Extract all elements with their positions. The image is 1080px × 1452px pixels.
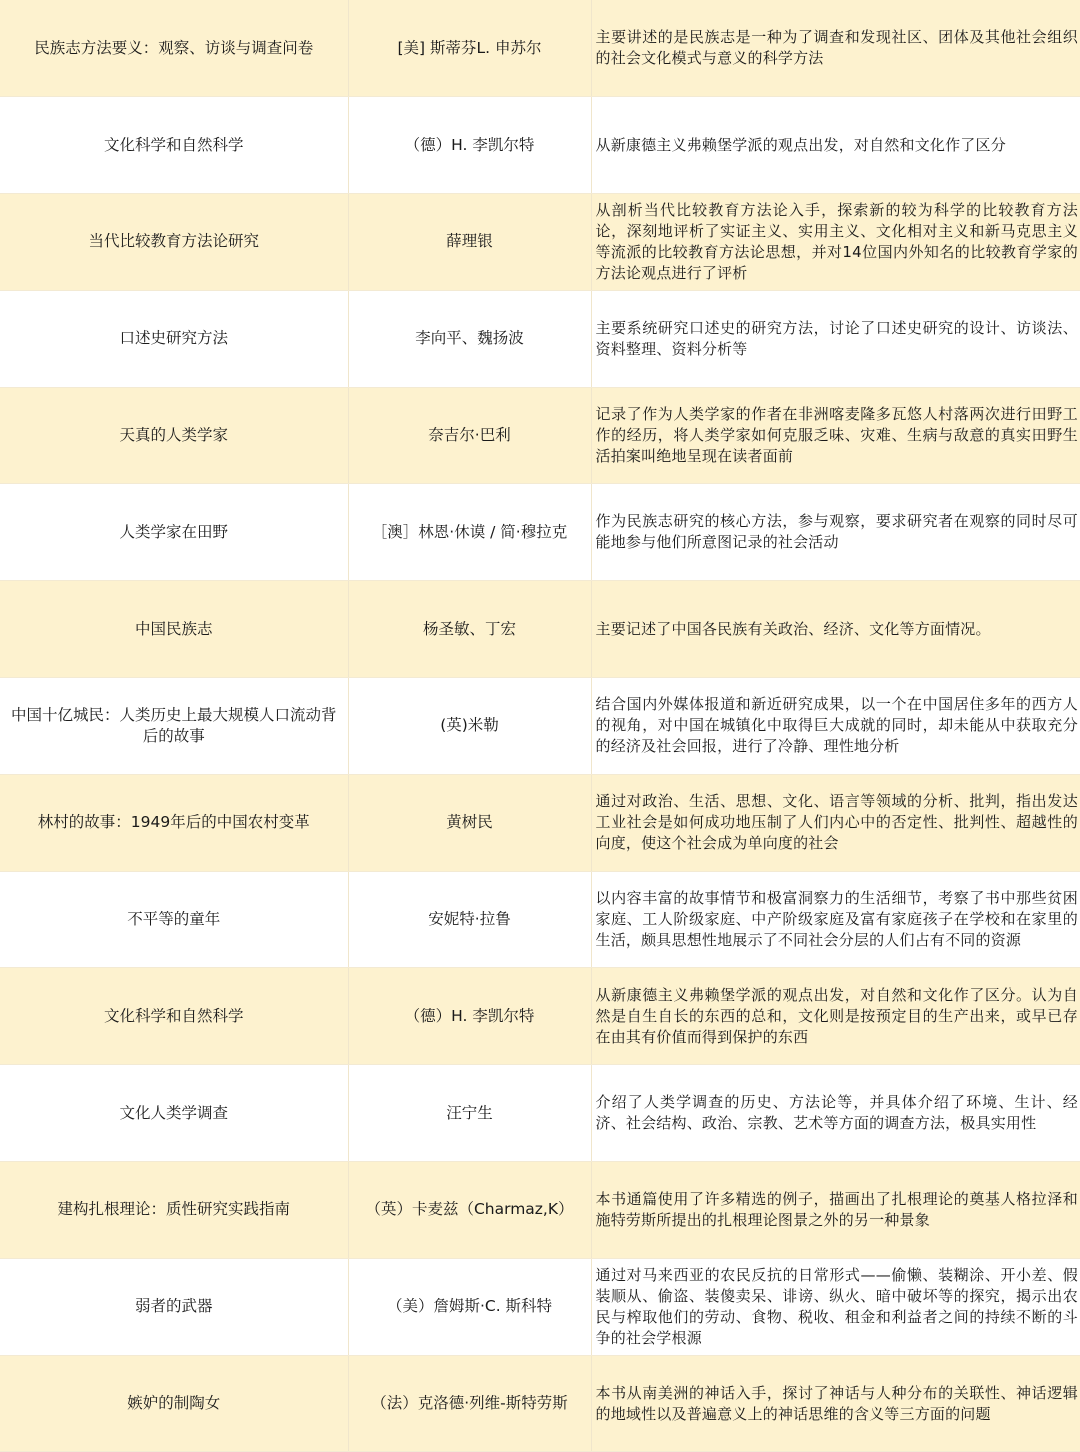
book-author: （法）克洛德·列维-斯特劳斯: [348, 1355, 591, 1452]
book-description: 主要记述了中国各民族有关政治、经济、文化等方面情况。: [591, 581, 1080, 678]
book-author: （英）卡麦兹（Charmaz,K）: [348, 1162, 591, 1259]
table-row: [0, 194, 1080, 291]
book-author: (英)米勒: [348, 678, 591, 775]
book-description: 本书从南美洲的神话入手，探讨了神话与人种分布的关联性、神话逻辑的地域性以及普遍意义上的神话思维的含义等三方面的问题: [591, 1355, 1080, 1452]
table-row: [0, 1162, 1080, 1259]
book-author: 黄树民: [348, 774, 591, 871]
book-description: 通过对马来西亚的农民反抗的日常形式——偷懒、装糊涂、开小差、假装顺从、偷盗、装傻卖呆、诽谤、纵火、暗中破坏等的探究，揭示出农民与榨取他们的劳动、食物、税收、租金和利益者之间的持续不断的斗争的社会学根源: [591, 1258, 1080, 1355]
table-row: [0, 484, 1080, 581]
book-description: 以内容丰富的故事情节和极富洞察力的生活细节，考察了书中那些贫困家庭、工人阶级家庭、中产阶级家庭及富有家庭孩子在学校和在家里的生活，颇具思想性地展示了不同社会分层的人们占有不同的资源: [591, 871, 1080, 968]
book-author: 薛理银: [348, 194, 591, 291]
book-description: 介绍了人类学调查的历史、方法论等，并具体介绍了环境、生计、经济、社会结构、政治、宗教、艺术等方面的调查方法，极具实用性: [591, 1065, 1080, 1162]
book-description: 结合国内外媒体报道和新近研究成果，以一个在中国居住多年的西方人的视角，对中国在城镇化中取得巨大成就的同时，却未能从中获取充分的经济及社会回报，进行了冷静、理性地分析: [591, 678, 1080, 775]
book-author: [美] 斯蒂芬L. 申苏尔: [348, 0, 591, 97]
book-title: 文化科学和自然科学: [0, 968, 348, 1065]
table-row: [0, 968, 1080, 1065]
book-author: ［澳］林恩·休谟 / 简·穆拉克: [348, 484, 591, 581]
table-row: [0, 97, 1080, 194]
book-description: 作为民族志研究的核心方法，参与观察，要求研究者在观察的同时尽可能地参与他们所意图记录的社会活动: [591, 484, 1080, 581]
book-title: 当代比较教育方法论研究: [0, 194, 348, 291]
table-row: [0, 0, 1080, 97]
book-title: 林村的故事：1949年后的中国农村变革: [0, 774, 348, 871]
table-row: [0, 290, 1080, 387]
book-description: 从新康德主义弗赖堡学派的观点出发，对自然和文化作了区分: [591, 97, 1080, 194]
book-author: 杨圣敏、丁宏: [348, 581, 591, 678]
book-title: 文化科学和自然科学: [0, 97, 348, 194]
table-row: [0, 871, 1080, 968]
book-author: 李向平、魏扬波: [348, 290, 591, 387]
book-title: 中国民族志: [0, 581, 348, 678]
book-title: 天真的人类学家: [0, 387, 348, 484]
book-title: 不平等的童年: [0, 871, 348, 968]
table-row: [0, 581, 1080, 678]
book-title: 嫉妒的制陶女: [0, 1355, 348, 1452]
book-author: （美）詹姆斯·C. 斯科特: [348, 1258, 591, 1355]
table-row: [0, 1065, 1080, 1162]
book-title: 文化人类学调查: [0, 1065, 348, 1162]
book-title: 建构扎根理论：质性研究实践指南: [0, 1162, 348, 1259]
book-title: 口述史研究方法: [0, 290, 348, 387]
book-author: 汪宁生: [348, 1065, 591, 1162]
book-author: 奈吉尔·巴利: [348, 387, 591, 484]
book-description: 从新康德主义弗赖堡学派的观点出发，对自然和文化作了区分。认为自然是自生自长的东西的总和，文化则是按预定目的生产出来，或早已存在由其有价值而得到保护的东西: [591, 968, 1080, 1065]
book-description: 从剖析当代比较教育方法论入手，探索新的较为科学的比较教育方法论，深刻地评析了实证主义、实用主义、文化相对主义和新马克思主义等流派的比较教育方法论思想，并对14位国内外知名的比较教育学家的方法论观点进行了评析: [591, 194, 1080, 291]
book-title: 弱者的武器: [0, 1258, 348, 1355]
table-row: [0, 1355, 1080, 1452]
table-row: [0, 678, 1080, 775]
table-row: [0, 1258, 1080, 1355]
book-author: （德）H. 李凯尔特: [348, 968, 591, 1065]
book-description: 主要系统研究口述史的研究方法，讨论了口述史研究的设计、访谈法、资料整理、资料分析等: [591, 290, 1080, 387]
book-title: 民族志方法要义：观察、访谈与调查问卷: [0, 0, 348, 97]
book-description: 记录了作为人类学家的作者在非洲喀麦隆多瓦悠人村落两次进行田野工作的经历，将人类学家如何克服乏味、灾难、生病与敌意的真实田野生活拍案叫绝地呈现在读者面前: [591, 387, 1080, 484]
book-author: （德）H. 李凯尔特: [348, 97, 591, 194]
book-title: 人类学家在田野: [0, 484, 348, 581]
table-row: [0, 774, 1080, 871]
table-row: [0, 387, 1080, 484]
book-description: 通过对政治、生活、思想、文化、语言等领域的分析、批判，指出发达工业社会是如何成功地压制了人们内心中的否定性、批判性、超越性的向度，使这个社会成为单向度的社会: [591, 774, 1080, 871]
book-description: 本书通篇使用了许多精选的例子，描画出了扎根理论的奠基人格拉泽和施特劳斯所提出的扎根理论图景之外的另一种景象: [591, 1162, 1080, 1259]
book-description: 主要讲述的是民族志是一种为了调查和发现社区、团体及其他社会组织的社会文化模式与意义的科学方法: [591, 0, 1080, 97]
book-author: 安妮特·拉鲁: [348, 871, 591, 968]
book-title: 中国十亿城民：人类历史上最大规模人口流动背后的故事: [0, 678, 348, 775]
